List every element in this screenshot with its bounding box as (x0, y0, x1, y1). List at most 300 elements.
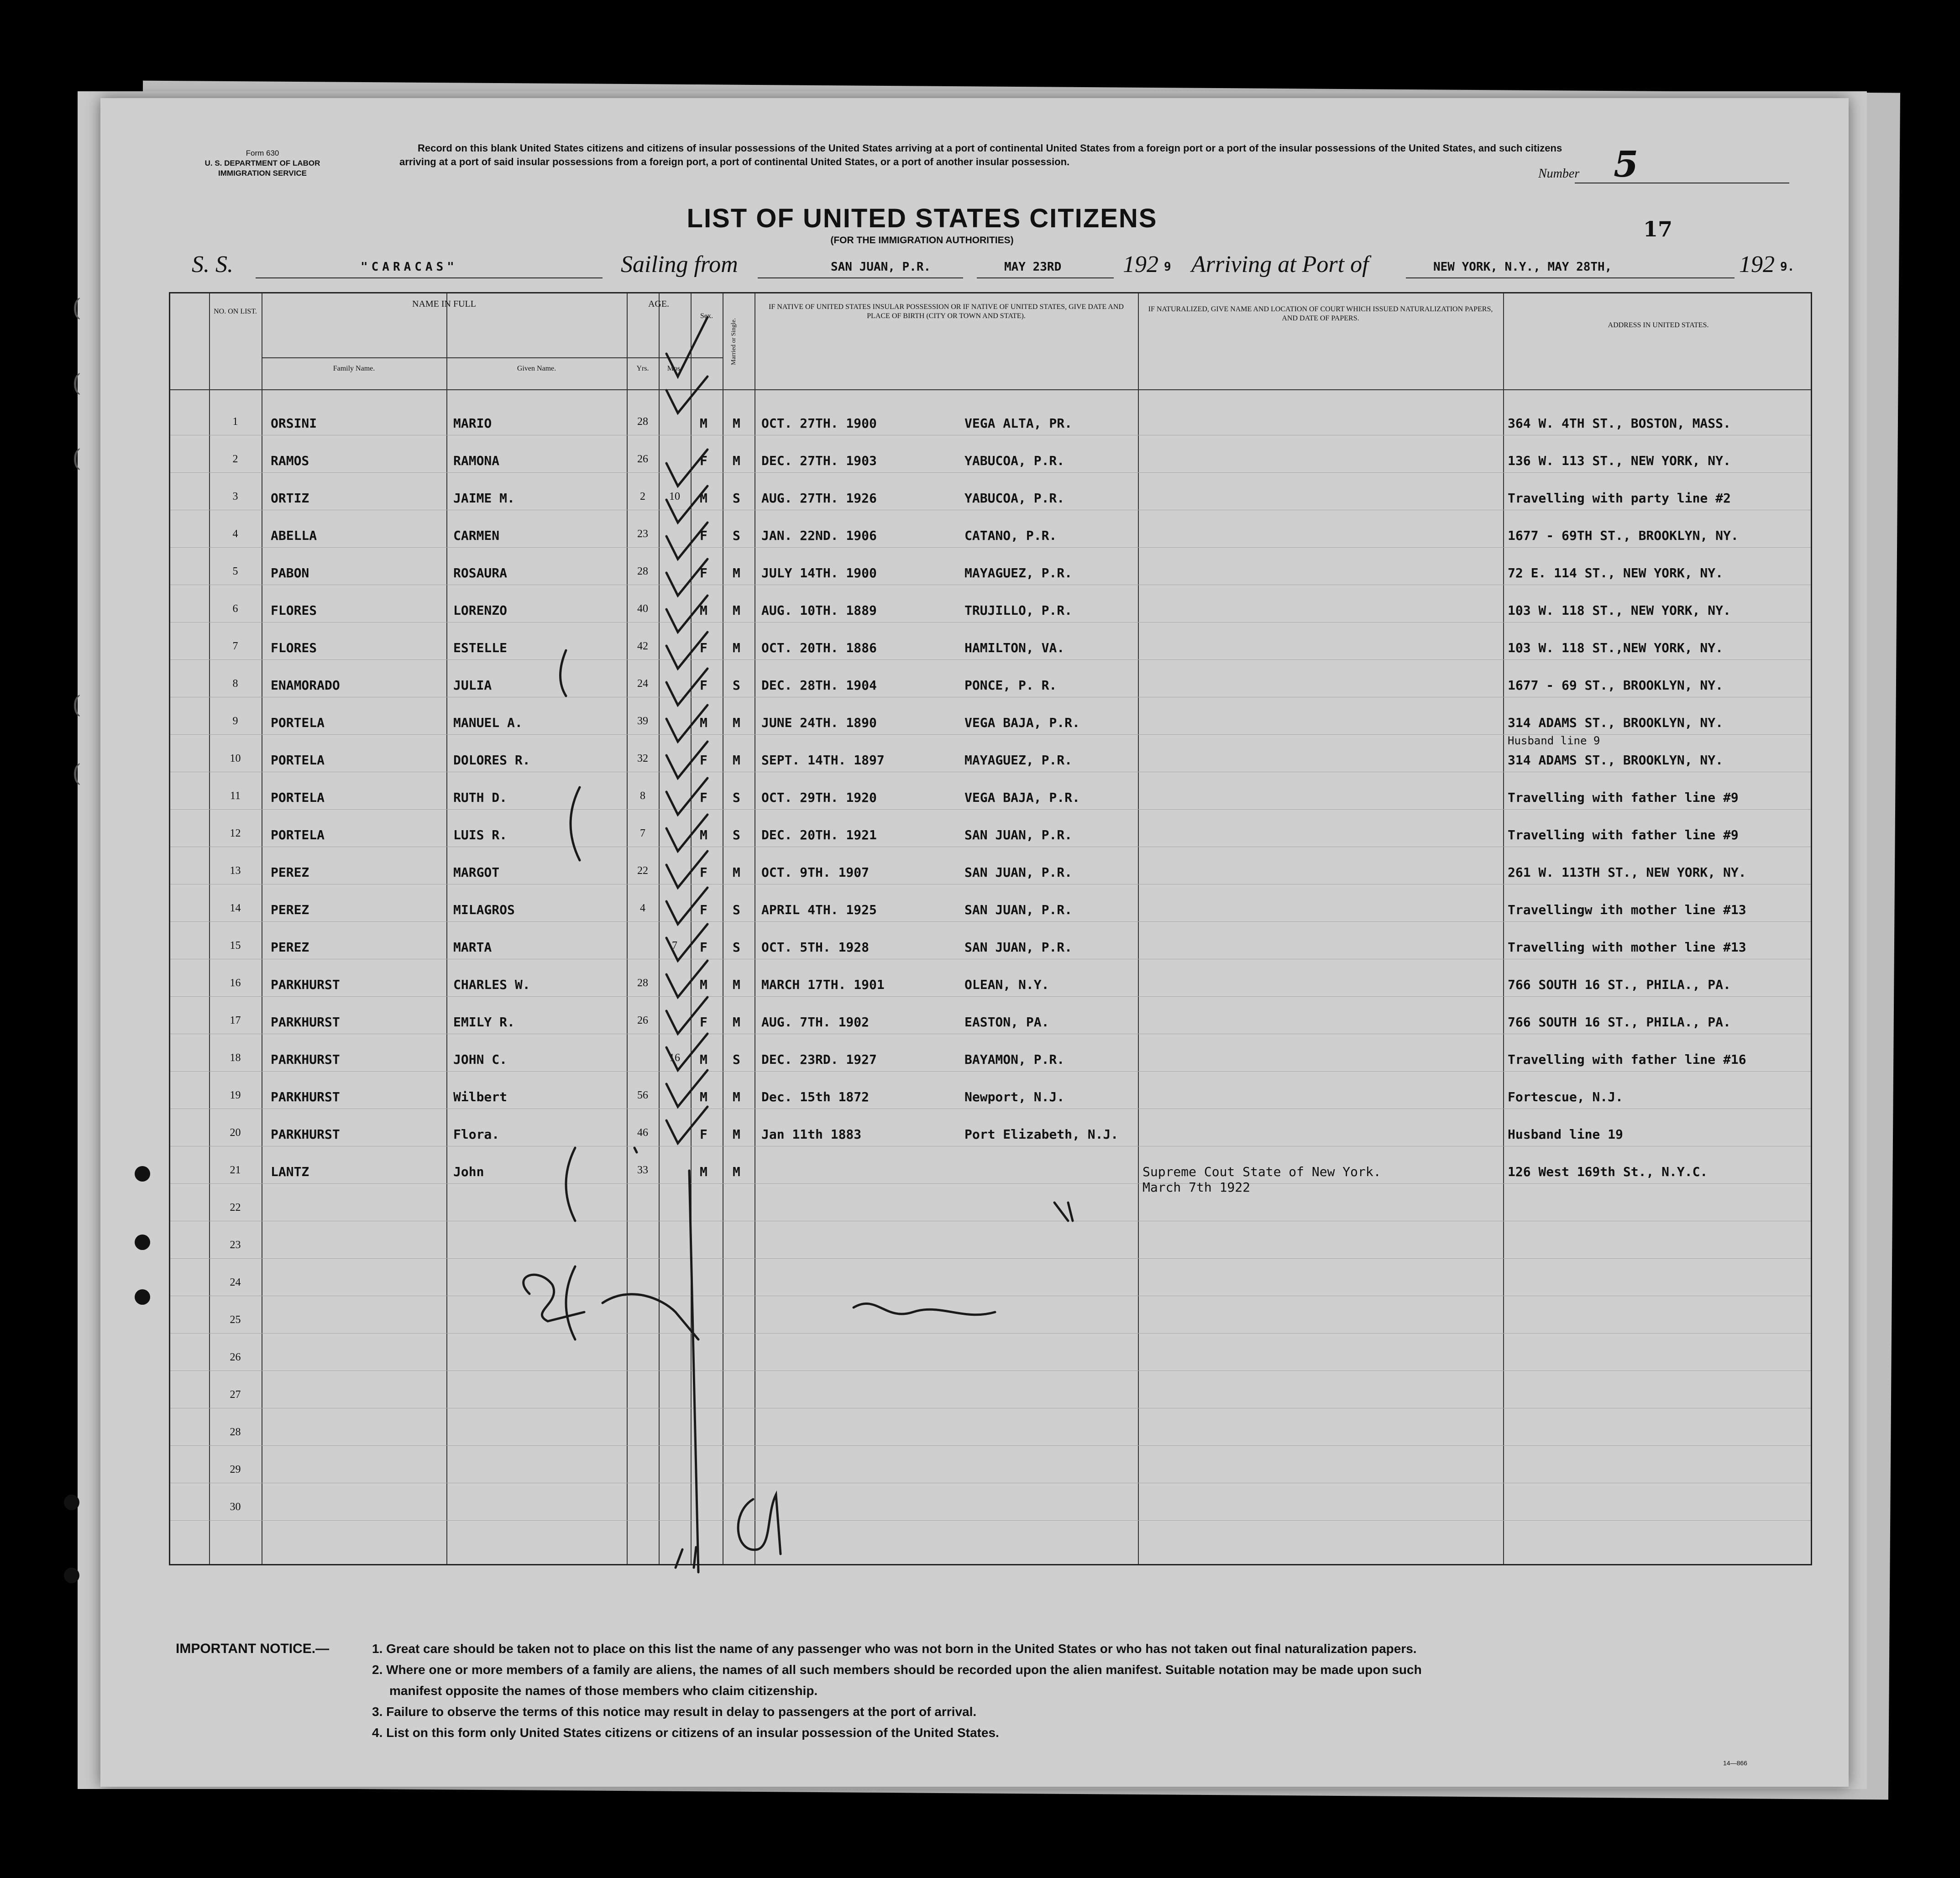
sex: M (700, 827, 707, 842)
row-number: 5 (232, 565, 238, 577)
birth-date: OCT. 9TH. 1907 (761, 865, 870, 880)
birth-place: SAN JUAN, P.R. (964, 940, 1073, 955)
marital-status: M (733, 1164, 740, 1179)
row-number: 6 (232, 603, 238, 615)
from-date: MAY 23RD (1004, 260, 1062, 274)
marital-status: S (733, 790, 740, 805)
address: 314 ADAMS ST., BROOKLYN, NY. (1508, 715, 1724, 730)
table-row (170, 1413, 1811, 1451)
address: 766 SOUTH 16 ST., PHILA., PA. (1508, 977, 1731, 992)
birth-date: DEC. 28TH. 1904 (761, 678, 877, 693)
marital-status: M (733, 715, 740, 730)
family-name: PORTELA (271, 753, 325, 768)
given-name: MARTA (453, 940, 492, 955)
sex: F (700, 1015, 707, 1030)
ss-label: S. S. (192, 251, 233, 277)
birth-date: OCT. 5TH. 1928 (761, 940, 870, 955)
table-row (170, 1077, 1811, 1114)
age-years: 22 (637, 865, 648, 877)
address: 1677 - 69 ST., BROOKLYN, NY. (1508, 678, 1724, 693)
header-family-name: Family Name. (333, 365, 375, 372)
year-prefix: 192 (1123, 251, 1158, 277)
given-name: JULIA (453, 678, 492, 693)
given-name: MARGOT (453, 865, 500, 880)
form-number: Form 630 (246, 149, 279, 157)
row-number: 1 (232, 416, 238, 428)
address: Fortescue, N.J. (1508, 1089, 1623, 1104)
row-number: 21 (230, 1164, 241, 1176)
manifest-table (169, 292, 1812, 1565)
birth-date: JULY 14TH. 1900 (761, 565, 877, 581)
page-title: LIST OF UNITED STATES CITIZENS (687, 204, 1158, 233)
address: 261 W. 113TH ST., NEW YORK, NY. (1508, 865, 1746, 880)
table-row (170, 777, 1811, 815)
row-rule (170, 1183, 1811, 1184)
given-name: ROSAURA (453, 565, 508, 581)
underline (1406, 277, 1735, 278)
given-name: RAMONA (453, 453, 500, 468)
given-name: MANUEL A. (453, 715, 523, 730)
table-row (170, 590, 1811, 628)
row-rule (170, 1258, 1811, 1259)
table-row (170, 1451, 1811, 1488)
address: 1677 - 69TH ST., BROOKLYN, NY. (1508, 528, 1739, 543)
row-rule (170, 1520, 1811, 1521)
sex: M (700, 1089, 707, 1104)
row-number: 30 (230, 1501, 241, 1513)
notice-item-4: 4. List on this form only United States citizens or citizens of an insular possession of the United States. (372, 1726, 999, 1740)
table-row (170, 1376, 1811, 1413)
address: Travelling with party line #2 (1508, 491, 1731, 506)
birth-date: Dec. 15th 1872 (761, 1089, 870, 1104)
family-name: PORTELA (271, 827, 325, 842)
header-bottom (170, 389, 1811, 390)
birth-date: AUG. 27TH. 1926 (761, 491, 877, 506)
notice-item-2: 2. Where one or more members of a family are aliens, the names of all such members should be recorded upon the alien manifest. Suitable notation may be made upon such (372, 1663, 1422, 1677)
sailing-label: Sailing from (621, 251, 738, 277)
sex: F (700, 790, 707, 805)
age-months: 16 (669, 1052, 680, 1064)
row-rule (170, 1333, 1811, 1334)
row-number: 18 (230, 1052, 241, 1064)
birth-place: VEGA BAJA, P.R. (964, 790, 1080, 805)
table-row (170, 1488, 1811, 1526)
family-name: LANTZ (271, 1164, 309, 1179)
row-number: 19 (230, 1089, 241, 1101)
instructions-paragraph: Record on this blank United States citizens and citizens of insular possessions of the United States arriving at a port of continental United States from a foreign port or a port of the insular possessions of the United States, and such citizens arriving at a port of said insular possessions from a foreign port, a port of continental United States, or a port of another insular possession. (399, 142, 1562, 167)
birth-date: DEC. 23RD. 1927 (761, 1052, 877, 1067)
table-row (170, 734, 1811, 777)
header-sex: Sex. (700, 312, 713, 320)
arrival-port-date: NEW YORK, N.Y., MAY 28TH, (1433, 260, 1612, 274)
marital-status: S (733, 940, 740, 955)
marital-status: M (733, 640, 740, 655)
margin-mark: ( (72, 445, 82, 472)
header-name-in-full: NAME IN FULL (412, 299, 476, 309)
sex: M (700, 416, 707, 431)
birth-place: OLEAN, N.Y. (964, 977, 1049, 992)
marital-status: S (733, 528, 740, 543)
address: Husband line 19 (1508, 1127, 1623, 1142)
row-number: 9 (232, 715, 238, 727)
birth-place: PONCE, P. R. (964, 678, 1057, 693)
notice-item-2-cont: manifest opposite the names of those members who claim citizenship. (389, 1684, 818, 1698)
binder-hole (135, 1166, 150, 1182)
service-name: IMMIGRATION SERVICE (218, 169, 307, 178)
binder-hole (135, 1289, 150, 1305)
table-row (170, 815, 1811, 852)
birth-place: VEGA ALTA, PR. (964, 416, 1073, 431)
family-name: PORTELA (271, 715, 325, 730)
birth-date: AUG. 7TH. 1902 (761, 1015, 870, 1030)
year-digit: 9 (1164, 260, 1171, 274)
binder-hole (64, 1495, 79, 1510)
birth-place: YABUCOA, P.R. (964, 491, 1065, 506)
address: 364 W. 4TH ST., BOSTON, MASS. (1508, 416, 1731, 431)
birth-date: OCT. 29TH. 1920 (761, 790, 877, 805)
row-number: 27 (230, 1389, 241, 1401)
table-row (170, 665, 1811, 702)
marital-status: S (733, 678, 740, 693)
sex: F (700, 640, 707, 655)
family-name: PARKHURST (271, 1127, 340, 1142)
birth-date: JUNE 24TH. 1890 (761, 715, 877, 730)
birth-place: SAN JUAN, P.R. (964, 865, 1073, 880)
sex: F (700, 1127, 707, 1142)
sex: F (700, 453, 707, 468)
department-name: U. S. DEPARTMENT OF LABOR (204, 159, 320, 167)
given-name: MILAGROS (453, 902, 515, 917)
birth-place: VEGA BAJA, P.R. (964, 715, 1080, 730)
row-rule (170, 996, 1811, 997)
marital-status: M (733, 1127, 740, 1142)
age-years: 2 (640, 491, 645, 502)
age-months: 7 (672, 940, 677, 952)
marital-status: S (733, 902, 740, 917)
row-number: 22 (230, 1202, 241, 1214)
form-identification (162, 148, 363, 178)
age-years: 8 (640, 790, 645, 802)
sex: F (700, 753, 707, 768)
marital-status: M (733, 453, 740, 468)
row-number: 2 (232, 453, 238, 465)
age-years: 4 (640, 902, 645, 914)
birth-date: OCT. 20TH. 1886 (761, 640, 877, 655)
address: 766 SOUTH 16 ST., PHILA., PA. (1508, 1015, 1731, 1030)
age-years: 24 (637, 678, 648, 690)
family-name: FLORES (271, 603, 317, 618)
table-row (170, 1189, 1811, 1226)
given-name: Wilbert (453, 1089, 508, 1104)
marital-status: M (733, 865, 740, 880)
ship-name: "CARACAS" (361, 260, 458, 274)
birth-date: SEPT. 14TH. 1897 (761, 753, 885, 768)
family-name: ABELLA (271, 528, 317, 543)
table-row (170, 852, 1811, 889)
sex: F (700, 528, 707, 543)
row-number: 20 (230, 1127, 241, 1139)
age-years: 7 (640, 827, 645, 839)
birth-place: HAMILTON, VA. (964, 640, 1065, 655)
notice-items (372, 1638, 1810, 1743)
sex: M (700, 1164, 707, 1179)
given-name: CHARLES W. (453, 977, 530, 992)
row-rule (170, 921, 1811, 922)
birth-place: Newport, N.J. (964, 1089, 1065, 1104)
sex: F (700, 565, 707, 581)
address: Travelling with mother line #13 (1508, 940, 1746, 955)
marital-status: M (733, 565, 740, 581)
sex: M (700, 491, 707, 506)
birth-place: SAN JUAN, P.R. (964, 902, 1073, 917)
row-number: 17 (230, 1015, 241, 1026)
table-row (170, 440, 1811, 478)
row-number: 28 (230, 1426, 241, 1438)
given-name: DOLORES R. (453, 753, 530, 768)
table-row (170, 1151, 1811, 1195)
age-years: 39 (637, 715, 648, 727)
birth-place: EASTON, PA. (964, 1015, 1049, 1030)
birth-place: BAYAMON, P.R. (964, 1052, 1065, 1067)
header-age: AGE. (648, 299, 670, 309)
header-naturalized: IF NATURALIZED, GIVE NAME AND LOCATION OF COURT WHICH ISSUED NATURALIZATION PAPERS, AND DATE OF PAPERS. (1148, 305, 1493, 322)
family-name: ORSINI (271, 416, 317, 431)
birth-date: APRIL 4TH. 1925 (761, 902, 877, 917)
age-years: 42 (637, 640, 648, 652)
row-number: 26 (230, 1351, 241, 1363)
arriving-label: Arriving at Port of (1191, 251, 1369, 277)
table-row (170, 553, 1811, 590)
sex: M (700, 977, 707, 992)
sex: M (700, 603, 707, 618)
family-name: PARKHURST (271, 1089, 340, 1104)
address: Travelling with father line #9 (1508, 790, 1739, 805)
birth-place: MAYAGUEZ, P.R. (964, 565, 1073, 581)
birth-date: MARCH 17TH. 1901 (761, 977, 885, 992)
row-number: 14 (230, 902, 241, 914)
address: 126 West 169th St., N.Y.C. (1508, 1164, 1708, 1179)
table-row (170, 1301, 1811, 1339)
marital-status: S (733, 491, 740, 506)
address: Travellingw ith mother line #13 (1508, 902, 1746, 917)
given-name: JOHN C. (453, 1052, 508, 1067)
address: 72 E. 114 ST., NEW YORK, NY. (1508, 565, 1724, 581)
family-name: PARKHURST (271, 1052, 340, 1067)
age-years: 32 (637, 753, 648, 764)
naturalization-date: March 7th 1922 (1142, 1180, 1251, 1195)
margin-mark: ( (72, 370, 82, 397)
number-label: Number (1538, 167, 1580, 181)
row-number: 16 (230, 977, 241, 989)
row-number: 11 (230, 790, 241, 802)
given-name: ESTELLE (453, 640, 508, 655)
table-row (170, 403, 1811, 440)
birth-place: CATANO, P.R. (964, 528, 1057, 543)
family-name: ENAMORADO (271, 678, 340, 693)
age-years: 26 (637, 453, 648, 465)
marital-status: S (733, 827, 740, 842)
age-years: 28 (637, 565, 648, 577)
from-port: SAN JUAN, P.R. (831, 260, 931, 274)
table-row (170, 628, 1811, 665)
birth-place: Port Elizabeth, N.J. (964, 1127, 1119, 1142)
family-name: PEREZ (271, 865, 309, 880)
table-row (170, 1339, 1811, 1376)
instructions-text (399, 141, 1568, 169)
address: 103 W. 118 ST.,NEW YORK, NY. (1508, 640, 1724, 655)
row-rule (170, 1071, 1811, 1072)
family-name: PORTELA (271, 790, 325, 805)
arrival-year-digit: 9. (1780, 260, 1795, 274)
row-number: 7 (232, 640, 238, 652)
row-number: 4 (232, 528, 238, 540)
given-name: LORENZO (453, 603, 508, 618)
number-value: 5 (1614, 144, 1639, 185)
birth-date: AUG. 10TH. 1889 (761, 603, 877, 618)
notice-heading: IMPORTANT NOTICE.— (176, 1641, 330, 1656)
birth-place: SAN JUAN, P.R. (964, 827, 1073, 842)
sex: M (700, 1052, 707, 1067)
underline (758, 277, 963, 278)
given-name: JAIME M. (453, 491, 515, 506)
row-number: 8 (232, 678, 238, 690)
binder-hole (135, 1235, 150, 1250)
row-number: 3 (232, 491, 238, 502)
row-rule (170, 547, 1811, 548)
address-note: Husband line 9 (1508, 734, 1600, 747)
family-name: PABON (271, 565, 309, 581)
family-name: RAMOS (271, 453, 309, 468)
margin-mark: ( (72, 294, 82, 322)
table-row (170, 478, 1811, 515)
header-no: NO. ON LIST. (214, 308, 257, 315)
sex: F (700, 865, 707, 880)
table-row (170, 1002, 1811, 1039)
underline (256, 277, 603, 278)
age-years: 28 (637, 977, 648, 989)
family-name: FLORES (271, 640, 317, 655)
page-subtitle: (FOR THE IMMIGRATION AUTHORITIES) (830, 235, 1014, 246)
table-row (170, 964, 1811, 1002)
underline (977, 277, 1114, 278)
table-row (170, 1226, 1811, 1264)
marital-status: M (733, 753, 740, 768)
age-years: 33 (637, 1164, 648, 1176)
naturalization-court: Supreme Cout State of New York. (1142, 1164, 1381, 1179)
margin-mark: ( (72, 691, 82, 719)
given-name: CARMEN (453, 528, 500, 543)
age-months: 10 (669, 491, 680, 502)
header-subdivider (262, 357, 723, 358)
given-name: Flora. (453, 1127, 500, 1142)
header-given-name: Given Name. (517, 365, 556, 372)
given-name: John (453, 1164, 484, 1179)
row-rule (170, 659, 1811, 660)
row-rule (170, 809, 1811, 810)
birth-date: DEC. 20TH. 1921 (761, 827, 877, 842)
header-married: Married or Single. (730, 318, 737, 365)
row-rule (170, 622, 1811, 623)
age-years: 23 (637, 528, 648, 540)
table-row (170, 515, 1811, 553)
sheet-number: 17 (1643, 217, 1673, 241)
sex: F (700, 940, 707, 955)
marital-status: M (733, 416, 740, 431)
row-rule (170, 1445, 1811, 1446)
sex: F (700, 678, 707, 693)
family-name: PARKHURST (271, 977, 340, 992)
header-mos: Mos. (667, 365, 682, 372)
marital-status: M (733, 603, 740, 618)
address: Travelling with father line #9 (1508, 827, 1739, 842)
binder-hole (64, 1568, 79, 1583)
voyage-line (192, 251, 1835, 285)
address: 136 W. 113 ST., NEW YORK, NY. (1508, 453, 1731, 468)
marital-status: M (733, 1089, 740, 1104)
given-name: MARIO (453, 416, 492, 431)
table-row (170, 927, 1811, 964)
header-address: ADDRESS IN UNITED STATES. (1608, 321, 1709, 329)
notice-item-3: 3. Failure to observe the terms of this notice may result in delay to passengers at the port of arrival. (372, 1705, 977, 1719)
table-row (170, 1039, 1811, 1077)
birth-place: MAYAGUEZ, P.R. (964, 753, 1073, 768)
row-number: 13 (230, 865, 241, 877)
margin-mark: ( (72, 760, 82, 787)
birth-place: YABUCOA, P.R. (964, 453, 1065, 468)
address: Travelling with father line #16 (1508, 1052, 1746, 1067)
sex: M (700, 715, 707, 730)
family-name: PEREZ (271, 940, 309, 955)
table-row (170, 1264, 1811, 1301)
header-birth: IF NATIVE OF UNITED STATES INSULAR POSSESSION OR IF NATIVE OF UNITED STATES, GIVE DATE AND PLACE OF BIRTH (CITY OR TOWN AND STATE). (769, 303, 1124, 320)
row-number: 24 (230, 1276, 241, 1288)
birth-date: OCT. 27TH. 1900 (761, 416, 877, 431)
given-name: RUTH D. (453, 790, 508, 805)
row-rule (170, 472, 1811, 473)
marital-status: M (733, 1015, 740, 1030)
sex: F (700, 902, 707, 917)
row-number: 12 (230, 827, 241, 839)
address: 103 W. 118 ST., NEW YORK, NY. (1508, 603, 1731, 618)
row-number: 25 (230, 1314, 241, 1326)
table-row (170, 889, 1811, 927)
birth-date: JAN. 22ND. 1906 (761, 528, 877, 543)
given-name: EMILY R. (453, 1015, 515, 1030)
age-years: 40 (637, 603, 648, 615)
arrival-year-prefix: 192 (1739, 251, 1775, 277)
age-years: 28 (637, 416, 648, 428)
family-name: PARKHURST (271, 1015, 340, 1030)
row-number: 23 (230, 1239, 241, 1251)
notice-item-1: 1. Great care should be taken not to place on this list the name of any passenger who was not born in the United States or who has not taken out final naturalization papers. (372, 1642, 1417, 1656)
given-name: LUIS R. (453, 827, 508, 842)
birth-date: Jan 11th 1883 (761, 1127, 862, 1142)
row-number: 29 (230, 1464, 241, 1475)
birth-place: TRUJILLO, P.R. (964, 603, 1073, 618)
header-yrs: Yrs. (636, 365, 649, 372)
age-years: 56 (637, 1089, 648, 1101)
address: 314 ADAMS ST., BROOKLYN, NY. (1508, 753, 1724, 768)
form-code: 14—866 (1723, 1759, 1747, 1767)
manifest-page (72, 98, 1849, 1787)
table-row (170, 1114, 1811, 1151)
row-number: 10 (230, 753, 241, 764)
marital-status: S (733, 1052, 740, 1067)
marital-status: M (733, 977, 740, 992)
row-number: 15 (230, 940, 241, 952)
family-name: PEREZ (271, 902, 309, 917)
birth-date: DEC. 27TH. 1903 (761, 453, 877, 468)
